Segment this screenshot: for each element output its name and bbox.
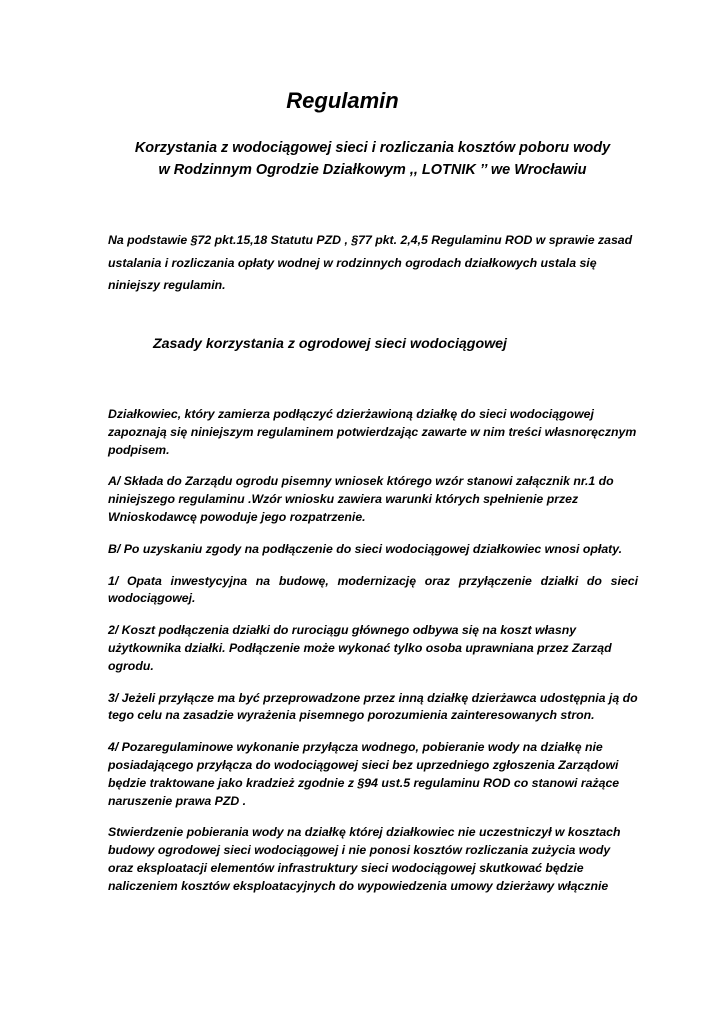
subtitle-line-2: w Rodzinnym Ogrodzie Działkowym ,, LOTNIK ’’ we Wrocławiu: [158, 162, 587, 178]
paragraph-point-2: 2/ Koszt podłączenia działki do rurociągu głównego odbywa się na koszt własny użytkownika działki. Podłączenie może wykonać tylko osoba uprawniana przez Zarząd ogrodu.: [108, 623, 612, 673]
paragraph-water-usage: Stwierdzenie pobierania wody na działkę której działkowiec nie uczestniczył w kosztach budowy ogrodowej sieci wodociągowej i nie ponosi kosztów rozliczania zużycia wody oraz eksploatacji elementów infrastruktury sieci wodociągowej skutkować będzie naliczeniem kosztów eksploatacyjnych do wypowiedzenia umowy dzierżawy włącznie: [108, 825, 621, 893]
paragraph-point-b: B/ Po uzyskaniu zgody na podłączenie do sieci wodociągowej działkowiec wnosi opłaty.: [108, 541, 623, 556]
document-subtitle: [100, 137, 645, 181]
paragraph-point-3: 3/ Jeżeli przyłącze ma być przeprowadzone przez inną działkę dzierżawca udostępnia ją do tego celu na zasadzie wyrażenia pisemnego porozumienia zainteresowanych stron.: [108, 690, 638, 723]
intro-paragraph: Na podstawie §72 pkt.15,18 Statutu PZD , §77 pkt. 2,4,5 Regulaminu ROD w sprawie zasad ustalania i rozliczania opłaty wodnej w rodzinnych ogrodach działkowych ustala się niniejszy regulamin.: [108, 233, 633, 292]
paragraph-point-a: A/ Składa do Zarządu ogrodu pisemny wniosek którego wzór stanowi załącznik nr.1 do niniejszego regulaminu .Wzór wniosku zawiera warunki których spełnienie przez Wnioskodawcę powoduje jego rozpatrzenie.: [108, 474, 614, 524]
document-body: [108, 406, 638, 910]
subtitle-line-1: Korzystania z wodociągowej sieci i rozliczania kosztów poboru wody: [134, 140, 611, 156]
document-title: Regulamin: [286, 88, 399, 113]
paragraph-point-4: 4/ Pozaregulaminowe wykonanie przyłącza wodnego, pobieranie wody na działkę nie posiadającego przyłącza do wodociągowej sieci bez uprzedniego zgłoszenia Zarządowi będzie traktowane jako kradzież zgodnie z §94 ust.5 regulaminu ROD co stanowi rażące naruszenie prawa PZD .: [108, 740, 620, 808]
paragraph-declaration: Działkowiec, który zamierza podłączyć dzierżawioną działkę do sieci wodociągowej zapoznają się niniejszym regulaminem potwierdzając zawarte w nim treści własnoręcznym podpisem.: [108, 407, 637, 457]
paragraph-point-1: 1/ Opata inwestycyjna na budowę, modernizację oraz przyłączenie działki do sieci wodociągowej.: [108, 573, 638, 606]
section-heading: Zasady korzystania z ogrodowej sieci wodociągowej: [153, 336, 507, 352]
